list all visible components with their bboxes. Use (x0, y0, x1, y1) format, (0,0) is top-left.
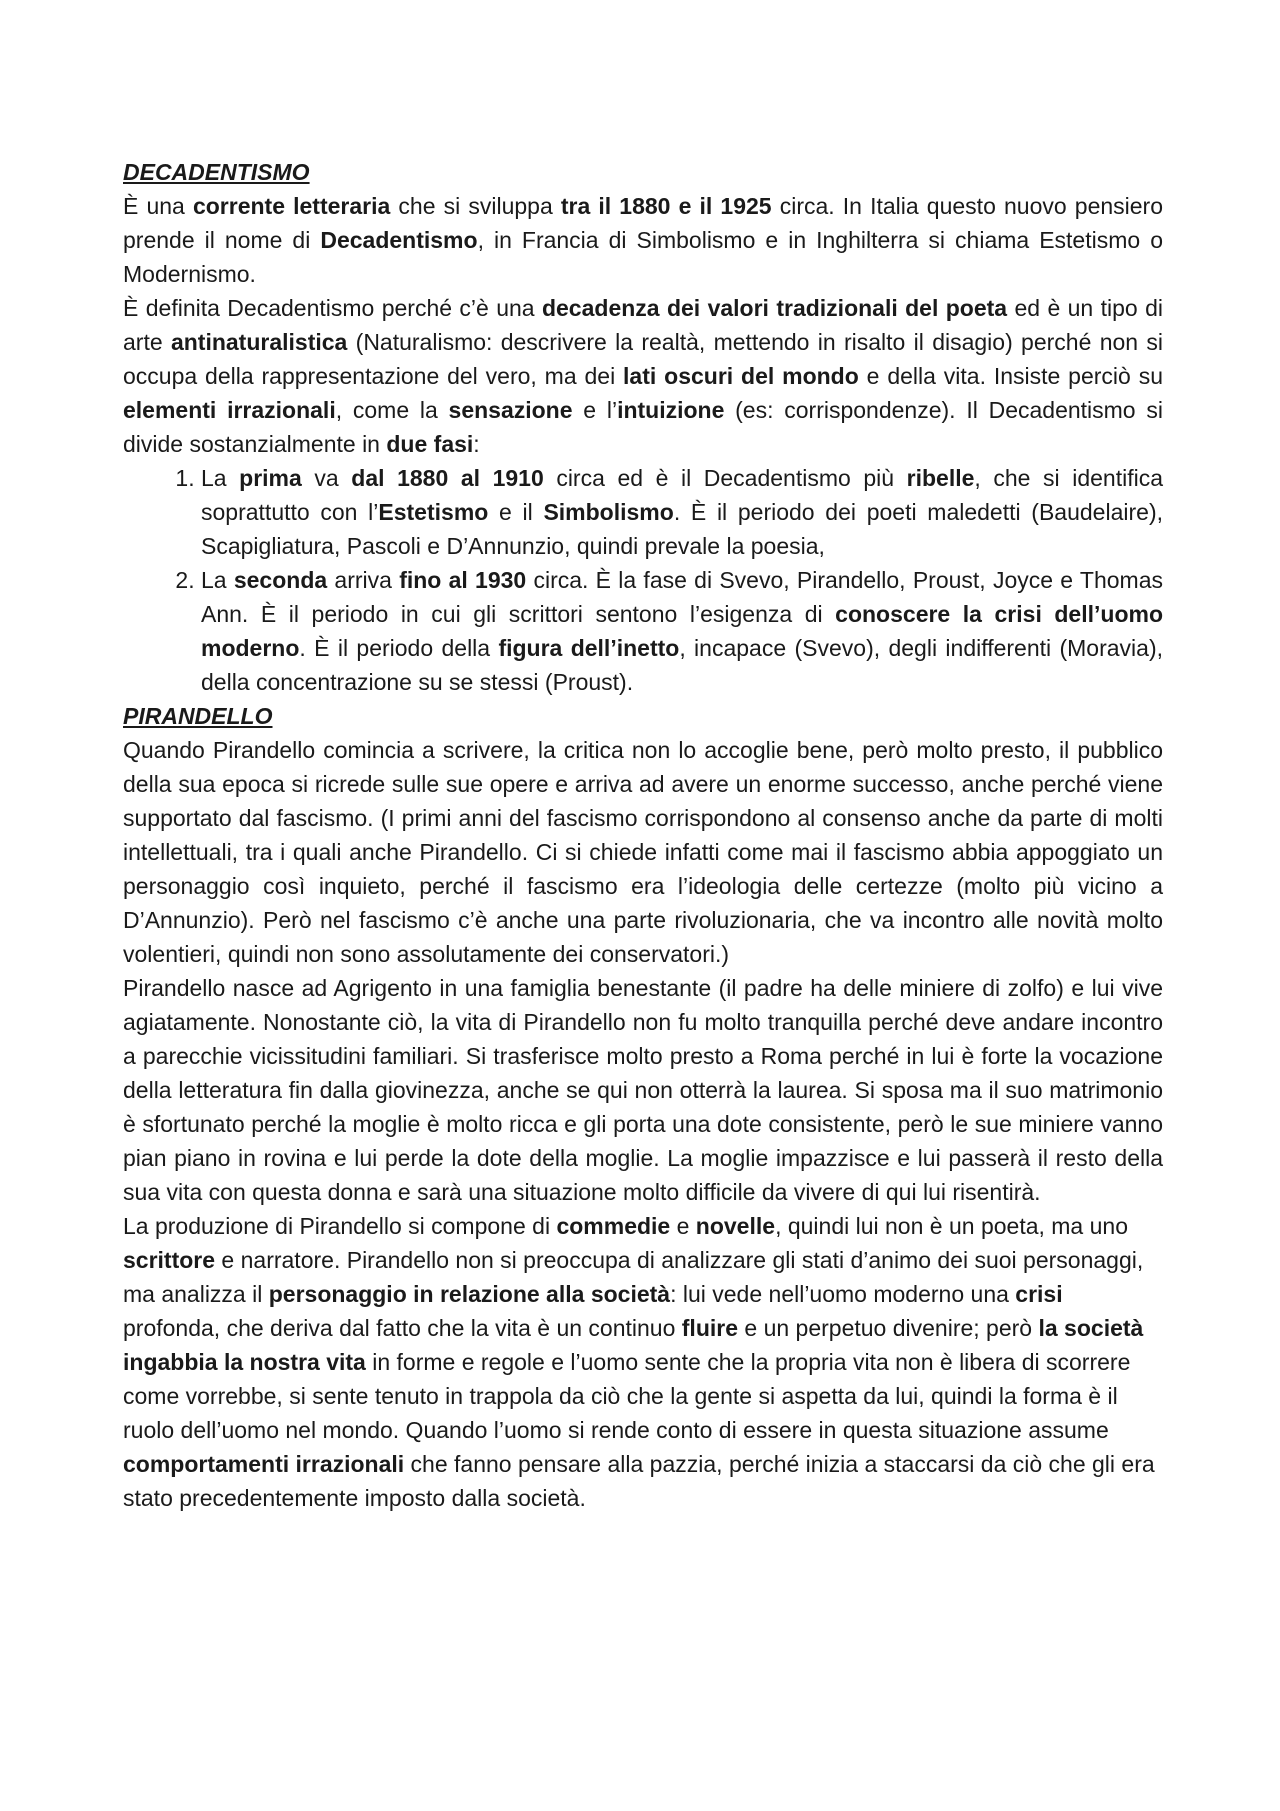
bold-text: Estetismo (378, 499, 489, 525)
section-title: DECADENTISMO (123, 159, 310, 185)
bold-text: conoscere la crisi dell’uomo moderno (201, 601, 1163, 661)
text-run: arriva (327, 567, 400, 593)
bold-text: personaggio in relazione alla società (268, 1281, 671, 1307)
bold-text: commedie (556, 1213, 671, 1239)
text-run: e (670, 1213, 696, 1239)
text-run: , in Francia di Simbolismo e in Inghilterra si chiama Estetismo o Modernismo. (123, 227, 1163, 287)
text-run: . È il periodo della (299, 635, 499, 661)
text-run: È una (123, 193, 193, 219)
bold-text: fluire (681, 1315, 738, 1341)
paragraph (123, 1209, 1163, 1515)
document-page (123, 155, 1163, 1515)
bold-text: la società ingabbia la nostra vita (123, 1315, 1144, 1375)
bold-text: novelle (695, 1213, 776, 1239)
bold-text: dal 1880 al 1910 (351, 465, 544, 491)
list-item (201, 461, 1163, 563)
text-run: e della vita. Insiste perciò su (858, 363, 1163, 389)
text-run: che fanno pensare alla pazzia, perché inizia a staccarsi da ciò che gli era stato precedentemente imposto dalla società. (123, 1451, 1155, 1511)
text-run: e un perpetuo divenire; però (738, 1315, 1039, 1341)
text-run: circa. È la fase di Svevo, Pirandello, Proust, Joyce e Thomas Ann. È il periodo in cui gli scrittori sentono l’esigenza di (201, 567, 1163, 627)
text-run: : (473, 431, 480, 457)
bold-text: ribelle (906, 465, 975, 491)
bold-text: antinaturalistica (170, 329, 348, 355)
text-run: . È il periodo dei poeti maledetti (Baudelaire), Scapigliatura, Pascoli e D’Annunzio, quindi prevale la poesia, (201, 499, 1163, 559)
text-run: , quindi lui non è un poeta, ma uno (775, 1213, 1128, 1239)
bold-text: prima (239, 465, 302, 491)
bold-text: sensazione (448, 397, 573, 423)
text-run: La (201, 465, 240, 491)
text-run: (Naturalismo: descrivere la realtà, mettendo in risalto il disagio) perché non si occupa della rappresentazione del vero, ma dei (123, 329, 1163, 389)
bold-text: crisi (1015, 1281, 1063, 1307)
paragraph (123, 189, 1163, 291)
text-run: e narratore. Pirandello non si preoccupa di analizzare gli stati d’animo dei suoi personaggi, ma analizza il (123, 1247, 1144, 1307)
bold-text: tra il 1880 e il 1925 (560, 193, 772, 219)
text-run: È definita Decadentismo perché c’è una (123, 295, 542, 321)
text-run: : lui vede nell’uomo moderno una (670, 1281, 1016, 1307)
bold-text: elementi irrazionali (123, 397, 336, 423)
text-run: , incapace (Svevo), degli indifferenti (Moravia), della concentrazione su se stessi (Proust). (201, 635, 1163, 695)
bold-text: due fasi (386, 431, 474, 457)
section-pirandello (123, 699, 1163, 1515)
bold-text: Simbolismo (543, 499, 674, 525)
text-run: Quando Pirandello comincia a scrivere, la critica non lo accoglie bene, però molto presto, il pubblico della sua epoca si ricrede sulle sue opere e arriva ad avere un enorme successo, anche perché viene supportato dal fascismo. (I primi anni del fascismo corrispondono al consenso anche da parte di molti intellettuali, tra i quali anche Pirandello. Ci si chiede infatti come mai il fascismo abbia appoggiato un personaggio così inquieto, perché il fascismo era l’ideologia delle certezze (molto più vicino a D’Annunzio). Però nel fascismo c’è anche una parte rivoluzionaria, che va incontro alle novità molto volentieri, quindi non sono assolutamente dei conservatori.) (123, 737, 1163, 967)
bold-text: scrittore (123, 1247, 216, 1273)
paragraph (123, 733, 1163, 971)
bold-text: comportamenti irrazionali (123, 1451, 405, 1477)
text-run: ed è un tipo di arte (123, 295, 1163, 355)
bold-text: Decadentismo (320, 227, 478, 253)
text-run: in forme e regole e l’uomo sente che la propria vita non è libera di scorrere come vorrebbe, si sente tenuto in trappola da ciò che la gente si aspetta da lui, quindi la forma è il ruolo dell’uomo nel mondo. Quando l’uomo si rende conto di essere in questa situazione assume (123, 1349, 1131, 1443)
bold-text: intuizione (617, 397, 725, 423)
text-run: (es: corrispondenze). Il Decadentismo si divide sostanzialmente in (123, 397, 1163, 457)
list-item (201, 563, 1163, 699)
section-decadentismo (123, 155, 1163, 699)
text-run: va (301, 465, 352, 491)
text-run: , che si identifica soprattutto con l’ (201, 465, 1164, 525)
text-run: e l’ (572, 397, 618, 423)
text-run: La produzione di Pirandello si compone di (123, 1213, 557, 1239)
bold-text: figura dell’inetto (498, 635, 680, 661)
paragraph (123, 971, 1163, 1209)
bold-text: seconda (233, 567, 328, 593)
text-run: Pirandello nasce ad Agrigento in una famiglia benestante (il padre ha delle miniere di zolfo) e lui vive agiatamente. Nonostante ciò, la vita di Pirandello non fu molto tranquilla perché deve andare incontro a parecchie vicissitudini familiari. Si trasferisce molto presto a Roma perché in lui è forte la vocazione della letteratura fin dalla giovinezza, anche se qui non otterrà la laurea. Si sposa ma il suo matrimonio è sfortunato perché la moglie è molto ricca e gli porta una dote consistente, però le sue miniere vanno pian piano in rovina e lui perde la dote della moglie. La moglie impazzisce e lui passerà il resto della sua vita con questa donna e sarà una situazione molto difficile da vivere di qui lui risentirà. (123, 975, 1163, 1205)
text-run: che si sviluppa (390, 193, 561, 219)
text-run: e il (488, 499, 544, 525)
bold-text: lati oscuri del mondo (623, 363, 859, 389)
text-run: profonda, che deriva dal fatto che la vita è un continuo (123, 1315, 682, 1341)
phases-list (123, 461, 1163, 699)
text-run: circa ed è il Decadentismo più (543, 465, 907, 491)
bold-text: decadenza dei valori tradizionali del poeta (541, 295, 1008, 321)
section-title: PIRANDELLO (123, 703, 273, 729)
text-run: , come la (335, 397, 449, 423)
paragraph (123, 291, 1163, 461)
bold-text: corrente letteraria (192, 193, 391, 219)
bold-text: fino al 1930 (399, 567, 527, 593)
text-run: La (201, 567, 234, 593)
text-run: circa. In Italia questo nuovo pensiero prende il nome di (123, 193, 1163, 253)
